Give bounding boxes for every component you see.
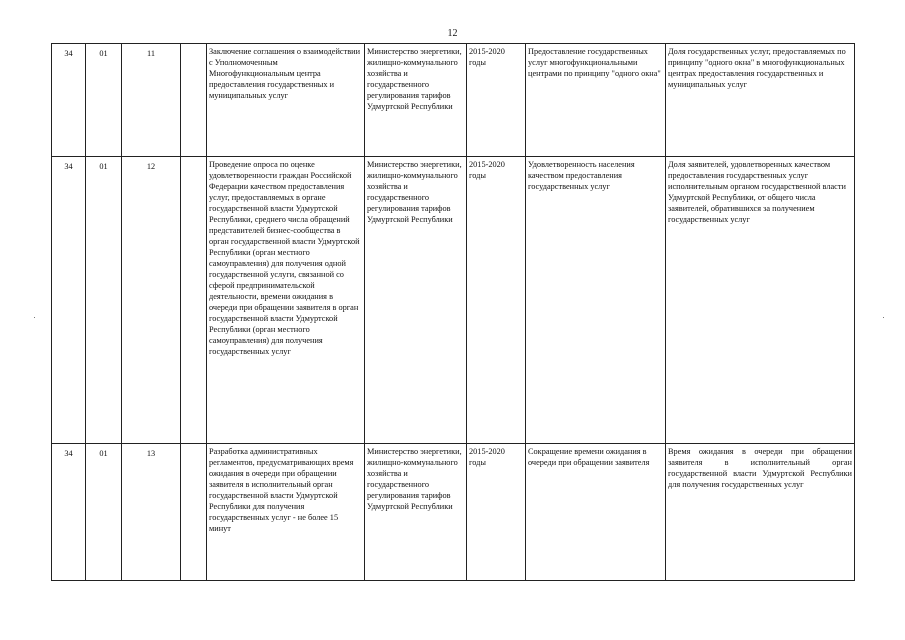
- program-code-cell: 34: [52, 444, 86, 581]
- empty-cell: [181, 44, 207, 157]
- measure-name-cell: Проведение опроса по оценке удовлетворенности граждан Российской Федерации качеством предоставления услуг, предоставляемых в органе государственной власти Удмуртской Республики, среднего числа обращений представителей бизнес-сообщества в орган государственной власти Удмуртской Республики (орган местного самоуправления) для получения одной государственной услуги, связанной со сферой предпринимательской деятельности, времени ожидания в очереди при обращении заявителя в орган государственной власти Удмуртской Республики (орган местного самоуправления) для получения государственных услуг: [207, 157, 365, 444]
- table-row: [52, 444, 855, 581]
- indicator-cell: Доля заявителей, удовлетворенных качеством предоставления государственных услуг исполнительным органом государственной власти Удмуртской Республики, от общего числа заявителей, обратившихся за получением государственных услуг: [666, 157, 855, 444]
- measure-name-cell: Заключение соглашения о взаимодействии с Уполномоченным Многофункциональным центра предоставления государственных и муниципальных услуг: [207, 44, 365, 157]
- period-cell: 2015-2020 годы: [467, 44, 526, 157]
- table-row: [52, 44, 855, 157]
- empty-cell: [181, 157, 207, 444]
- expected-result-cell: Сокращение времени ожидания в очереди при обращении заявителя: [526, 444, 666, 581]
- page-number: 12: [447, 28, 458, 39]
- subprogram-code-cell: 01: [86, 157, 122, 444]
- period-cell: 2015-2020 годы: [467, 444, 526, 581]
- program-code-cell: 34: [52, 157, 86, 444]
- measure-number-cell: 11: [122, 44, 181, 157]
- indicator-cell: Доля государственных услуг, предоставляемых по принципу "одного окна" в многофункциональных центрах предоставления государственных и муниципальных услуг: [666, 44, 855, 157]
- subprogram-code-cell: 01: [86, 44, 122, 157]
- table-row: [52, 157, 855, 444]
- measures-table: [51, 43, 855, 581]
- subprogram-code-cell: 01: [86, 444, 122, 581]
- expected-result-cell: Предоставление государственных услуг многофункциональными центрами по принципу "одного окна": [526, 44, 666, 157]
- executor-cell: Министерство энергетики, жилищно-коммунального хозяйства и государственного регулирования тарифов Удмуртской Республики: [365, 157, 467, 444]
- executor-cell: Министерство энергетики, жилищно-коммунального хозяйства и государственного регулирования тарифов Удмуртской Республики: [365, 44, 467, 157]
- program-code-cell: 34: [52, 44, 86, 157]
- expected-result-cell: Удовлетворенность населения качеством предоставления государственных услуг: [526, 157, 666, 444]
- indicator-cell: Время ожидания в очереди при обращении заявителя в исполнительный орган государственной власти Удмуртской Республики для получения государственных услуг: [666, 444, 855, 581]
- measure-number-cell: 12: [122, 157, 181, 444]
- executor-cell: Министерство энергетики, жилищно-коммунального хозяйства и государственного регулирования тарифов Удмуртской Республики: [365, 444, 467, 581]
- scan-artifact: [883, 317, 884, 318]
- measure-number-cell: 13: [122, 444, 181, 581]
- scan-artifact: [34, 317, 35, 318]
- empty-cell: [181, 444, 207, 581]
- measure-name-cell: Разработка административных регламентов, предусматривающих время ожидания в очереди при обращении заявителя в исполнительный орган государственной власти Удмуртской Республики для получения государственных услуг - не более 15 минут: [207, 444, 365, 581]
- period-cell: 2015-2020 годы: [467, 157, 526, 444]
